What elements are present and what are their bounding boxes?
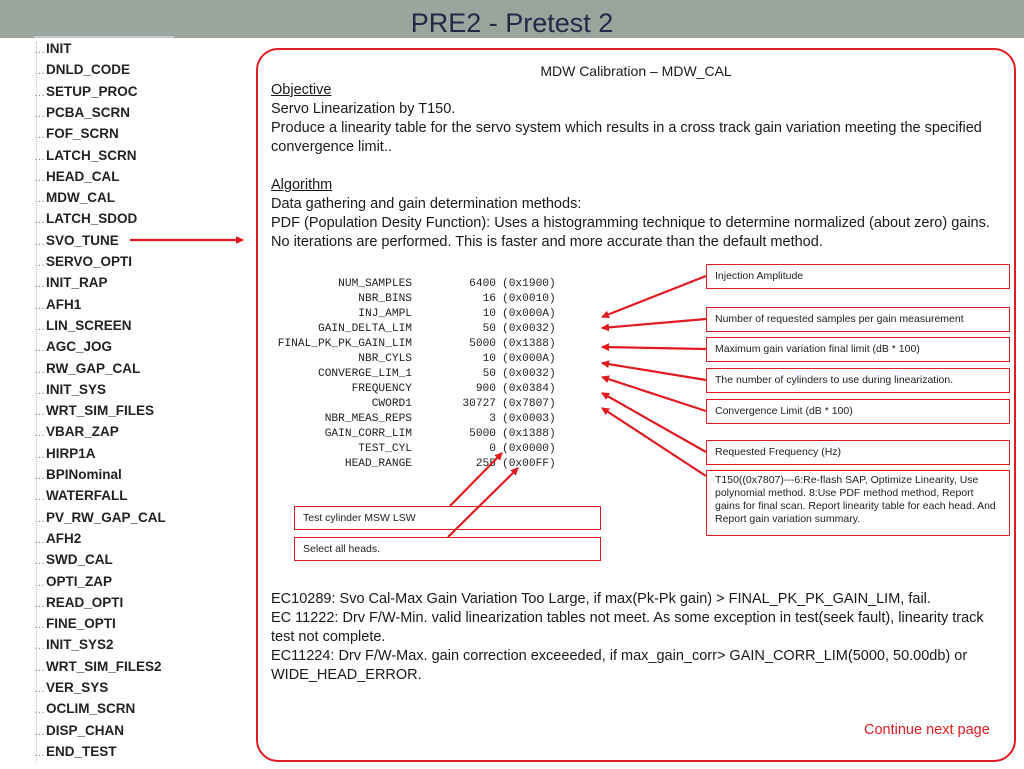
parameter-value: 5000: [469, 338, 496, 350]
annotation-cylinders: The number of cylinders to use during linearization.: [706, 368, 1010, 393]
parameter-hex: (0x1388): [502, 338, 556, 350]
parameter-value: 5000: [469, 428, 496, 440]
tree-connector-icon: …: [34, 406, 45, 419]
tree-connector-icon: …: [34, 171, 45, 184]
arrow-heads: [448, 468, 518, 537]
tree-item-label: AFH2: [46, 530, 82, 546]
parameter-name: NBR_CYLS: [358, 353, 412, 365]
annotation-heads: Select all heads.: [294, 537, 601, 561]
arrow-samples: [602, 319, 706, 328]
tree-item-label: HIRP1A: [46, 445, 96, 461]
tree-item-label: FINE_OPTI: [46, 616, 116, 632]
arrow-test-cyl: [450, 453, 502, 506]
parameter-hex: (0x000A): [502, 308, 556, 320]
parameter-hex: (0x0032): [502, 323, 556, 335]
parameter-name: FINAL_PK_PK_GAIN_LIM: [277, 338, 412, 350]
tree-connector-icon: …: [34, 150, 45, 163]
tree-item-label: INIT: [46, 41, 72, 56]
tree-connector-icon: …: [34, 448, 45, 461]
tree-item-label: INIT_SYS2: [46, 637, 114, 653]
tree-item-label: READ_OPTI: [46, 594, 124, 610]
tree-item-label: SVO_TUNE: [46, 232, 119, 248]
arrow-convergence: [602, 377, 706, 411]
tree-connector-icon: …: [34, 44, 45, 56]
error-code-3: EC11224: Drv F/W-Max. gain correction exceeeded, if max_gain_corr> GAIN_CORR_LIM(5000, 50.00db) or WIDE_HEAD_ERROR.: [271, 648, 968, 683]
parameter-hex: (0x7807): [502, 398, 556, 410]
algorithm-line-1: Data gathering and gain determination methods:: [271, 196, 582, 212]
parameter-name: GAIN_DELTA_LIM: [318, 323, 412, 335]
tree-item-label: INIT_RAP: [46, 275, 108, 291]
arrow-max-gain: [602, 347, 706, 349]
parameter-value: 50: [482, 323, 496, 335]
parameter-name: CONVERGE_LIM_1: [318, 368, 412, 380]
tree-item-label: SERVO_OPTI: [46, 254, 133, 269]
tree-connector-icon: …: [34, 214, 45, 227]
error-code-1: EC10289: Svo Cal-Max Gain Variation Too Large, if max(Pk-Pk gain) > FINAL_PK_PK_GAIN_LIM, fail.: [271, 591, 931, 607]
tree-connector-icon: …: [34, 555, 45, 568]
annotation-max-gain: Maximum gain variation final limit (dB * 100): [706, 337, 1010, 362]
tree-item-label: RW_GAP_CAL: [46, 360, 141, 376]
tree-connector-icon: …: [34, 193, 45, 206]
parameter-name: NBR_BINS: [358, 293, 412, 305]
algorithm-line-2: PDF (Population Desity Function): Uses a histogramming technique to determine normalized (about zero) gains. No iterations are performed. This is faster and more accurate than the default method.: [271, 215, 990, 250]
parameter-hex: (0x0384): [502, 383, 556, 395]
parameter-name: GAIN_CORR_LIM: [324, 428, 412, 440]
parameter-value: 0: [489, 443, 496, 455]
parameter-hex: (0x1388): [502, 428, 556, 440]
parameter-name: FREQUENCY: [351, 383, 412, 395]
tree-connector-icon: …: [34, 704, 45, 717]
error-codes: [271, 590, 1006, 685]
tree-item-label: VBAR_ZAP: [46, 424, 119, 440]
parameter-value: 3: [489, 413, 496, 425]
tree-connector-icon: …: [34, 725, 45, 738]
tree-item-label: WATERFALL: [46, 488, 128, 504]
annotation-injection: Injection Amplitude: [706, 264, 1010, 289]
parameter-hex: (0x0032): [502, 368, 556, 380]
tree-item-label: SETUP_PROC: [46, 83, 138, 99]
tree-connector-icon: …: [34, 320, 45, 333]
tree-item-label: LIN_SCREEN: [46, 317, 132, 333]
parameter-name: TEST_CYL: [358, 443, 412, 455]
parameter-name: NUM_SAMPLES: [338, 278, 412, 290]
annotation-convergence: Convergence Limit (dB * 100): [706, 399, 1010, 424]
parameter-value: 10: [482, 308, 496, 320]
parameter-hex: (0x00FF): [502, 458, 556, 470]
parameter-value: 900: [475, 383, 496, 395]
algorithm-heading: Algorithm: [271, 177, 333, 193]
tree-connector-icon: …: [34, 107, 45, 120]
parameter-value: 10: [482, 353, 496, 365]
tree-connector-icon: …: [34, 235, 45, 248]
tree-item-label: FOF_SCRN: [46, 126, 119, 142]
tree-item-label: HEAD_CAL: [46, 168, 120, 184]
tree-connector-icon: …: [34, 661, 45, 674]
tree-connector-icon: …: [34, 65, 45, 78]
tree-item-label: WRT_SIM_FILES: [46, 403, 155, 419]
tree-item-label: BPINominal: [46, 467, 122, 482]
tree-item-label: PV_RW_GAP_CAL: [46, 509, 166, 525]
continue-next-page-link[interactable]: Continue next page: [864, 722, 990, 738]
tree-connector-icon: …: [34, 257, 45, 269]
tree-connector-icon: …: [34, 299, 45, 312]
objective-line-1: Servo Linearization by T150.: [271, 101, 456, 117]
tree-item-label: DISP_CHAN: [46, 722, 125, 738]
tree-item-label: WRT_SIM_FILES2: [46, 658, 162, 674]
annotation-test-cyl: Test cylinder MSW LSW: [294, 506, 601, 530]
tree-item-label: OPTI_ZAP: [46, 573, 113, 589]
parameter-value: 50: [482, 368, 496, 380]
tree-connector-icon: …: [34, 363, 45, 376]
arrow-cylinders: [602, 363, 706, 380]
objective-heading: Objective: [271, 82, 332, 98]
error-code-2: EC 11222: Drv F/W-Min. valid linearization tables not meet. As some exception in test(seek fault), linearity track test not complete.: [271, 610, 984, 645]
tree-connector-icon: …: [34, 533, 45, 546]
tree-connector-icon: …: [34, 342, 45, 355]
tree-item-label: AGC_JOG: [46, 339, 113, 355]
tree-connector-icon: …: [34, 619, 45, 632]
tree-item-label: MDW_CAL: [46, 190, 115, 206]
tree-item-label: LATCH_SDOD: [46, 211, 138, 227]
parameter-name: NBR_MEAS_REPS: [324, 413, 412, 425]
annotation-cword: T150((0x7807)---6:Re-flash SAP, Optimize Linearity, Use polynomial method. 8:Use PDF method method, Report gains for final scan. Report linearity table for each head. And Report gain variation summary.: [706, 470, 1010, 536]
tree-item-label: LATCH_SCRN: [46, 147, 137, 163]
tree-item-label: END_TEST: [46, 743, 117, 759]
tree-connector-icon: …: [34, 86, 45, 99]
parameter-hex: (0x0010): [502, 293, 556, 305]
parameter-hex: (0x1900): [502, 278, 556, 290]
parameter-name: HEAD_RANGE: [344, 458, 412, 470]
parameter-hex: (0x000A): [502, 353, 556, 365]
page-title: PRE2 - Pretest 2: [410, 8, 614, 38]
annotation-samples: Number of requested samples per gain measurement: [706, 307, 1010, 332]
annotation-frequency: Requested Frequency (Hz): [706, 440, 1010, 465]
parameter-value: 16: [482, 293, 496, 305]
tree-connector-icon: …: [34, 491, 45, 504]
tree-item-label: DNLD_CODE: [46, 62, 131, 78]
tree-item-label: VER_SYS: [46, 680, 109, 695]
parameter-value: 6400: [469, 278, 496, 290]
tree-item-label: INIT_SYS: [46, 381, 107, 397]
parameter-name: CWORD1: [371, 398, 412, 410]
tree-connector-icon: …: [34, 746, 45, 759]
arrow-injection: [602, 276, 706, 317]
tree-connector-icon: …: [34, 640, 45, 653]
tree-item-label: PCBA_SCRN: [46, 104, 131, 120]
parameter-value: 255: [475, 458, 496, 470]
parameter-value: 30727: [462, 398, 496, 410]
tree-item-label: OCLIM_SCRN: [46, 701, 136, 717]
parameter-hex: (0x0000): [502, 443, 556, 455]
tree-connector-icon: …: [34, 512, 45, 525]
tree-connector-icon: …: [34, 597, 45, 610]
tree-connector-icon: …: [34, 470, 45, 482]
tree-connector-icon: …: [34, 576, 45, 589]
tree-item-label: SWD_CAL: [46, 552, 113, 568]
tree-connector-icon: …: [34, 384, 45, 397]
calibration-title: MDW Calibration – MDW_CAL: [540, 63, 732, 79]
tree-connector-icon: …: [34, 129, 45, 142]
parameter-hex: (0x0003): [502, 413, 556, 425]
tree-connector-icon: …: [34, 427, 45, 440]
tree-connector-icon: …: [34, 683, 45, 695]
tree-connector-icon: …: [34, 278, 45, 291]
objective-line-2: Produce a linearity table for the servo system which results in a cross track gain variation meeting the specified convergence limit..: [271, 120, 982, 155]
tree-item-label: AFH1: [46, 296, 82, 312]
parameter-name: INJ_AMPL: [358, 308, 412, 320]
